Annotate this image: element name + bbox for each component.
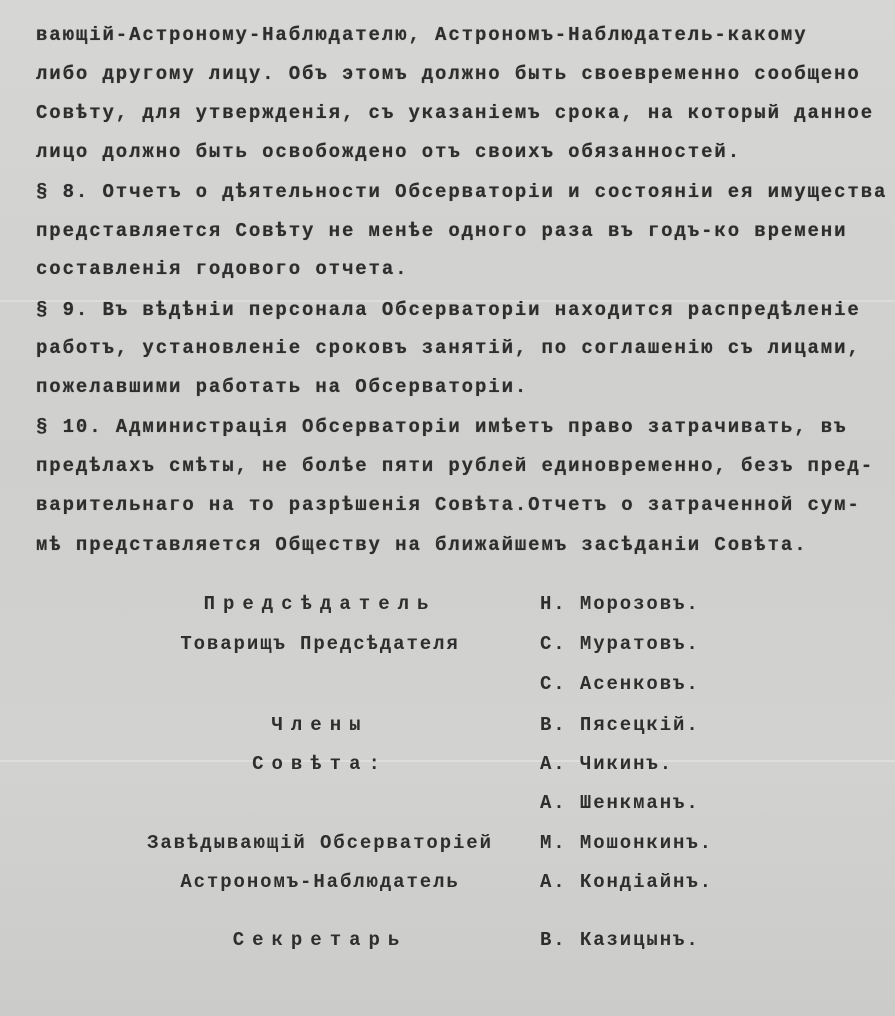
signatory-name: А. Кондіайнъ. bbox=[540, 871, 713, 893]
signatory-name: М. Мошонкинъ. bbox=[540, 832, 713, 854]
body-line: представляется Совѣту не менѣе одного раза въ годъ-ко времени bbox=[36, 220, 848, 242]
signatory-name: А. Чикинъ. bbox=[540, 753, 674, 775]
section-10: § 10. Администрація Обсерваторіи имѣетъ право затрачивать, въ bbox=[36, 416, 848, 438]
title-council: Совѣта: bbox=[252, 753, 388, 775]
body-line: пожелавшими работать на Обсерваторіи. bbox=[36, 376, 529, 398]
title-observatory-head: Завѣдывающій Обсерваторіей bbox=[147, 832, 493, 854]
signatory-name: А. Шенкманъ. bbox=[540, 792, 700, 814]
body-line: мѣ представляется Обществу на ближайшемъ засѣданіи Совѣта. bbox=[36, 534, 808, 556]
body-line: вающій-Астроному-Наблюдателю, Астрономъ-Наблюдатель-какому bbox=[36, 24, 808, 46]
body-line: варительнаго на то разрѣшенія Совѣта.Отчетъ о затраченной сум- bbox=[36, 494, 861, 516]
title-chairman: Предсѣдатель bbox=[203, 593, 437, 615]
signatory-name: С. Асенковъ. bbox=[540, 673, 700, 695]
title-astronomer-observer: Астрономъ-Наблюдатель bbox=[180, 871, 460, 893]
body-line: составленія годового отчета. bbox=[36, 258, 409, 280]
body-line: работъ, установленіе сроковъ занятій, по соглашенію съ лицами, bbox=[36, 337, 861, 359]
title-members: Члены bbox=[271, 714, 369, 736]
body-line: предѣлахъ смѣты, не болѣе пяти рублей единовременно, безъ пред- bbox=[36, 455, 875, 477]
signatory-name: В. Казицынъ. bbox=[540, 929, 700, 951]
signatory-name: Н. Морозовъ. bbox=[540, 593, 700, 615]
signatory-name: С. Муратовъ. bbox=[540, 633, 700, 655]
section-9: § 9. Въ вѣдѣніи персонала Обсерваторіи находится распредѣленіе bbox=[36, 299, 861, 321]
title-deputy-chairman: Товарищъ Предсѣдателя bbox=[180, 633, 460, 655]
body-line: либо другому лицу. Объ этомъ должно быть своевременно сообщено bbox=[36, 63, 861, 85]
signatory-name: В. Пясецкій. bbox=[540, 714, 700, 736]
body-line: Совѣту, для утвержденія, съ указаніемъ срока, на который данное bbox=[36, 102, 875, 124]
title-secretary: Секретарь bbox=[232, 929, 408, 951]
section-8: § 8. Отчетъ о дѣятельности Обсерваторіи и состояніи ея имущества bbox=[36, 181, 888, 203]
body-line: лицо должно быть освобождено отъ своихъ обязанностей. bbox=[36, 141, 741, 163]
